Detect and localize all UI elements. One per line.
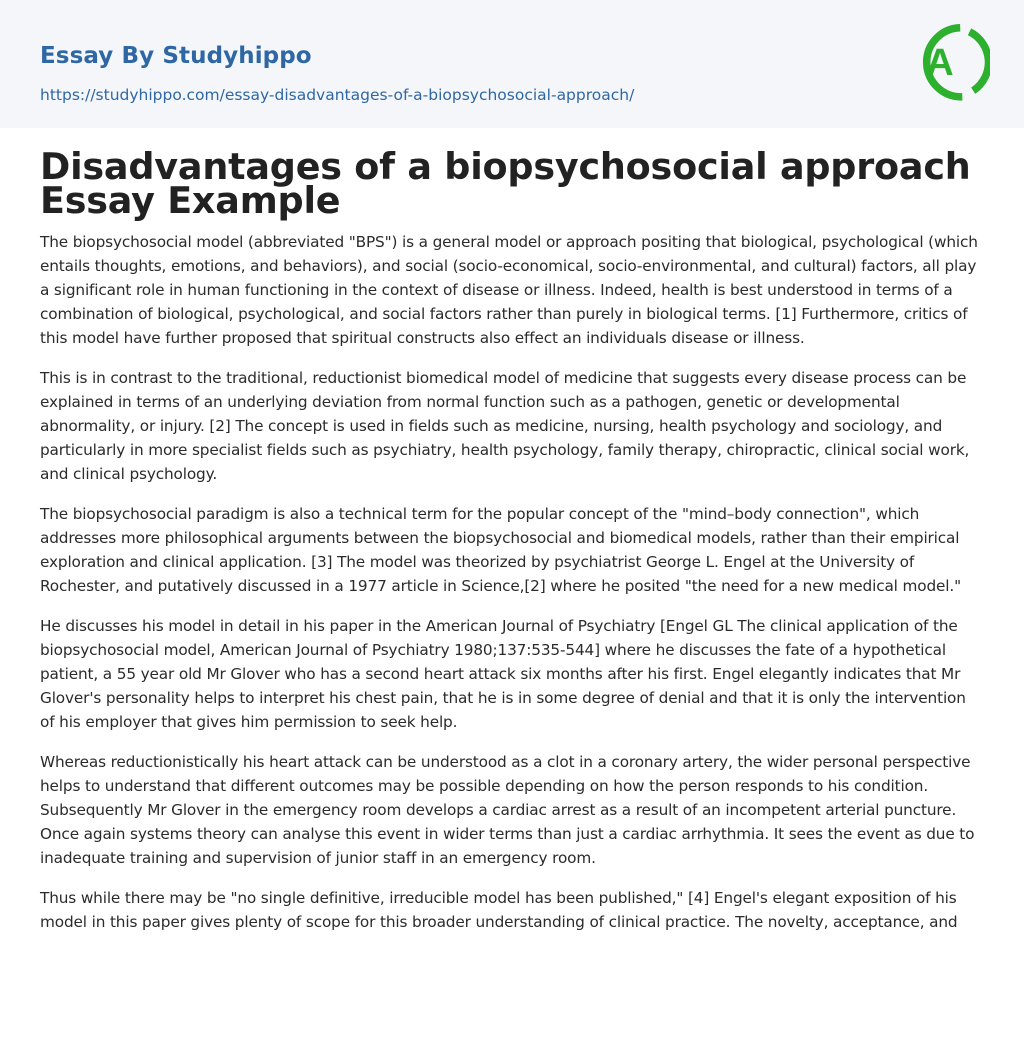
article-paragraph: The biopsychosocial paradigm is also a technical term for the popular concept of the "mind–body connection", which addresses more philosophical arguments between the biopsychosocial and biomedical models, rather than their empirical exploration and clinical application. [3] The model was theorized by psychiatrist George L. Engel at the University of Rochester, and putatively discussed in a 1977 article in Science,[2] where he posited "the need for a new medical model.": [40, 505, 961, 595]
logo-letter: A: [926, 42, 954, 84]
article-paragraph: Thus while there may be "no single definitive, irreducible model has been published," [4] Engel's elegant exposition of his model in this paper gives plenty of scope for this broader understanding of clinical practice. The novelty, acceptance, and: [40, 889, 958, 931]
page-title: Disadvantages of a biopsychosocial approach Essay Example: [40, 145, 971, 222]
article: [0, 145, 1024, 934]
studyhippo-logo-icon[interactable]: [908, 17, 990, 107]
article-url-link[interactable]: https://studyhippo.com/essay-disadvantages-of-a-biopsychosocial-approach/: [40, 86, 635, 104]
article-paragraph: He discusses his model in detail in his paper in the American Journal of Psychiatry [Engel GL The clinical application of the biopsychosocial model, American Journal of Psychiatry 1980;137:535-544] where he discusses the fate of a hypothetical patient, a 55 year old Mr Glover who has a second heart attack six months after his first. Engel elegantly indicates that Mr Glover's personality helps to interpret his chest pain, that he is in some degree of denial and that it is only the intervention of his employer that gives him permission to seek help.: [40, 617, 966, 731]
site-brand-title[interactable]: Essay By Studyhippo: [40, 43, 312, 69]
article-paragraph: Whereas reductionistically his heart attack can be understood as a clot in a coronary artery, the wider personal perspective helps to understand that different outcomes may be possible depending on how the person responds to his condition. Subsequently Mr Glover in the emergency room develops a cardiac arrest as a result of an incompetent arterial puncture. Once again systems theory can analyse this event in wider terms than just a cardiac arrhythmia. It sees the event as due to inadequate training and supervision of junior staff in an emergency room.: [40, 753, 975, 867]
article-paragraph: This is in contrast to the traditional, reductionist biomedical model of medicine that suggests every disease process can be explained in terms of an underlying deviation from normal function such as a pathogen, genetic or developmental abnormality, or injury. [2] The concept is used in fields such as medicine, nursing, health psychology and sociology, and particularly in more specialist fields such as psychiatry, health psychology, family therapy, chiropractic, clinical social work, and clinical psychology.: [40, 369, 970, 483]
site-header: [0, 0, 1024, 128]
article-paragraph: The biopsychosocial model (abbreviated "BPS") is a general model or approach positing that biological, psychological (which entails thoughts, emotions, and behaviors), and social (socio-economical, socio-environmental, and cultural) factors, all play a significant role in human functioning in the context of disease or illness. Indeed, health is best understood in terms of a combination of biological, psychological, and social factors rather than purely in biological terms. [1] Furthermore, critics of this model have further proposed that spiritual constructs also effect an individuals disease or illness.: [40, 233, 978, 347]
